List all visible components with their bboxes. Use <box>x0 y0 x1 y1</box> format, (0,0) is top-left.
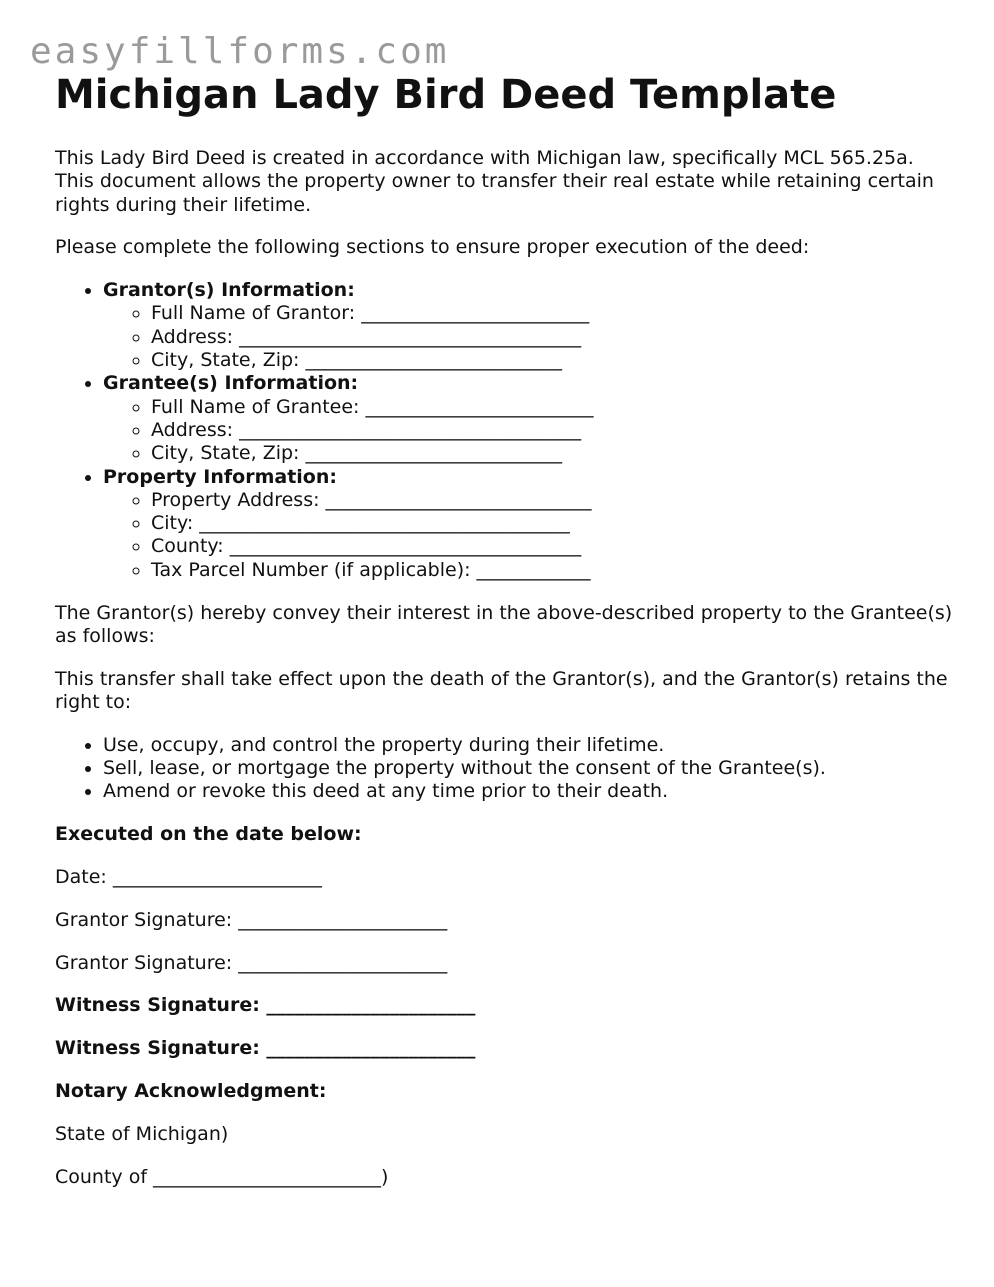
effect-paragraph: This transfer shall take effect upon the death of the Grantor(s), and the Grantor(s) retains the right to: <box>55 667 948 713</box>
right-item: • Use, occupy, and control the property during their lifetime. <box>103 734 955 757</box>
grantor-signature-field[interactable]: Grantor Signature: ______________________ <box>55 951 448 974</box>
county-field[interactable]: County of ________________________) <box>55 1165 389 1188</box>
grantor-heading: Grantor(s) Information: <box>103 279 355 302</box>
property-heading: Property Information: <box>103 465 337 488</box>
right-item: • Sell, lease, or mortgage the property without the consent of the Grantee(s). <box>103 757 955 780</box>
witness-signature-field[interactable]: Witness Signature: ______________________ <box>55 1037 476 1060</box>
intro-paragraph: This Lady Bird Deed is created in accordance with Michigan law, specifically MCL 565.25a. This document allows the property owner to transfer their real estate while retaining certain rights during their lifetime. <box>55 147 934 216</box>
grantor-name-field[interactable]: ◦ Full Name of Grantor: ________________________ <box>151 302 955 325</box>
convey-paragraph: The Grantor(s) hereby convey their interest in the above-described property to the Grantee(s) as follows: <box>55 601 953 647</box>
watermark: easyfillforms.com <box>30 31 450 72</box>
grantee-section <box>103 372 955 465</box>
executed-heading: Executed on the date below: <box>55 823 362 846</box>
grantee-heading: Grantee(s) Information: <box>103 372 359 395</box>
grantor-signature-field[interactable]: Grantor Signature: ______________________ <box>55 908 448 931</box>
grantor-city-state-zip-field[interactable]: ◦ City, State, Zip: ___________________________ <box>151 349 955 372</box>
grantor-section <box>103 279 955 372</box>
tax-parcel-number-field[interactable]: ◦ Tax Parcel Number (if applicable): ____________ <box>151 559 955 582</box>
property-county-field[interactable]: ◦ County: _____________________________________ <box>151 535 955 558</box>
property-section <box>103 466 955 582</box>
property-address-field[interactable]: ◦ Property Address: ____________________________ <box>151 489 955 512</box>
right-item: • Amend or revoke this deed at any time prior to their death. <box>103 780 955 803</box>
witness-signature-field[interactable]: Witness Signature: ______________________ <box>55 994 476 1017</box>
instruction-paragraph: Please complete the following sections to ensure proper execution of the deed: <box>55 236 810 259</box>
grantee-name-field[interactable]: ◦ Full Name of Grantee: ________________________ <box>151 396 955 419</box>
grantor-address-field[interactable]: ◦ Address: ____________________________________ <box>151 326 955 349</box>
notary-heading: Notary Acknowledgment: <box>55 1079 327 1102</box>
state-line: State of Michigan) <box>55 1122 229 1145</box>
page-title: Michigan Lady Bird Deed Template <box>55 72 837 118</box>
document-body <box>55 70 955 1208</box>
rights-list <box>55 734 955 804</box>
property-city-field[interactable]: ◦ City: _______________________________________ <box>151 512 955 535</box>
grantee-address-field[interactable]: ◦ Address: ____________________________________ <box>151 419 955 442</box>
date-field[interactable]: Date: ______________________ <box>55 865 322 888</box>
grantee-city-state-zip-field[interactable]: ◦ City, State, Zip: ___________________________ <box>151 442 955 465</box>
sections-list <box>55 279 955 582</box>
